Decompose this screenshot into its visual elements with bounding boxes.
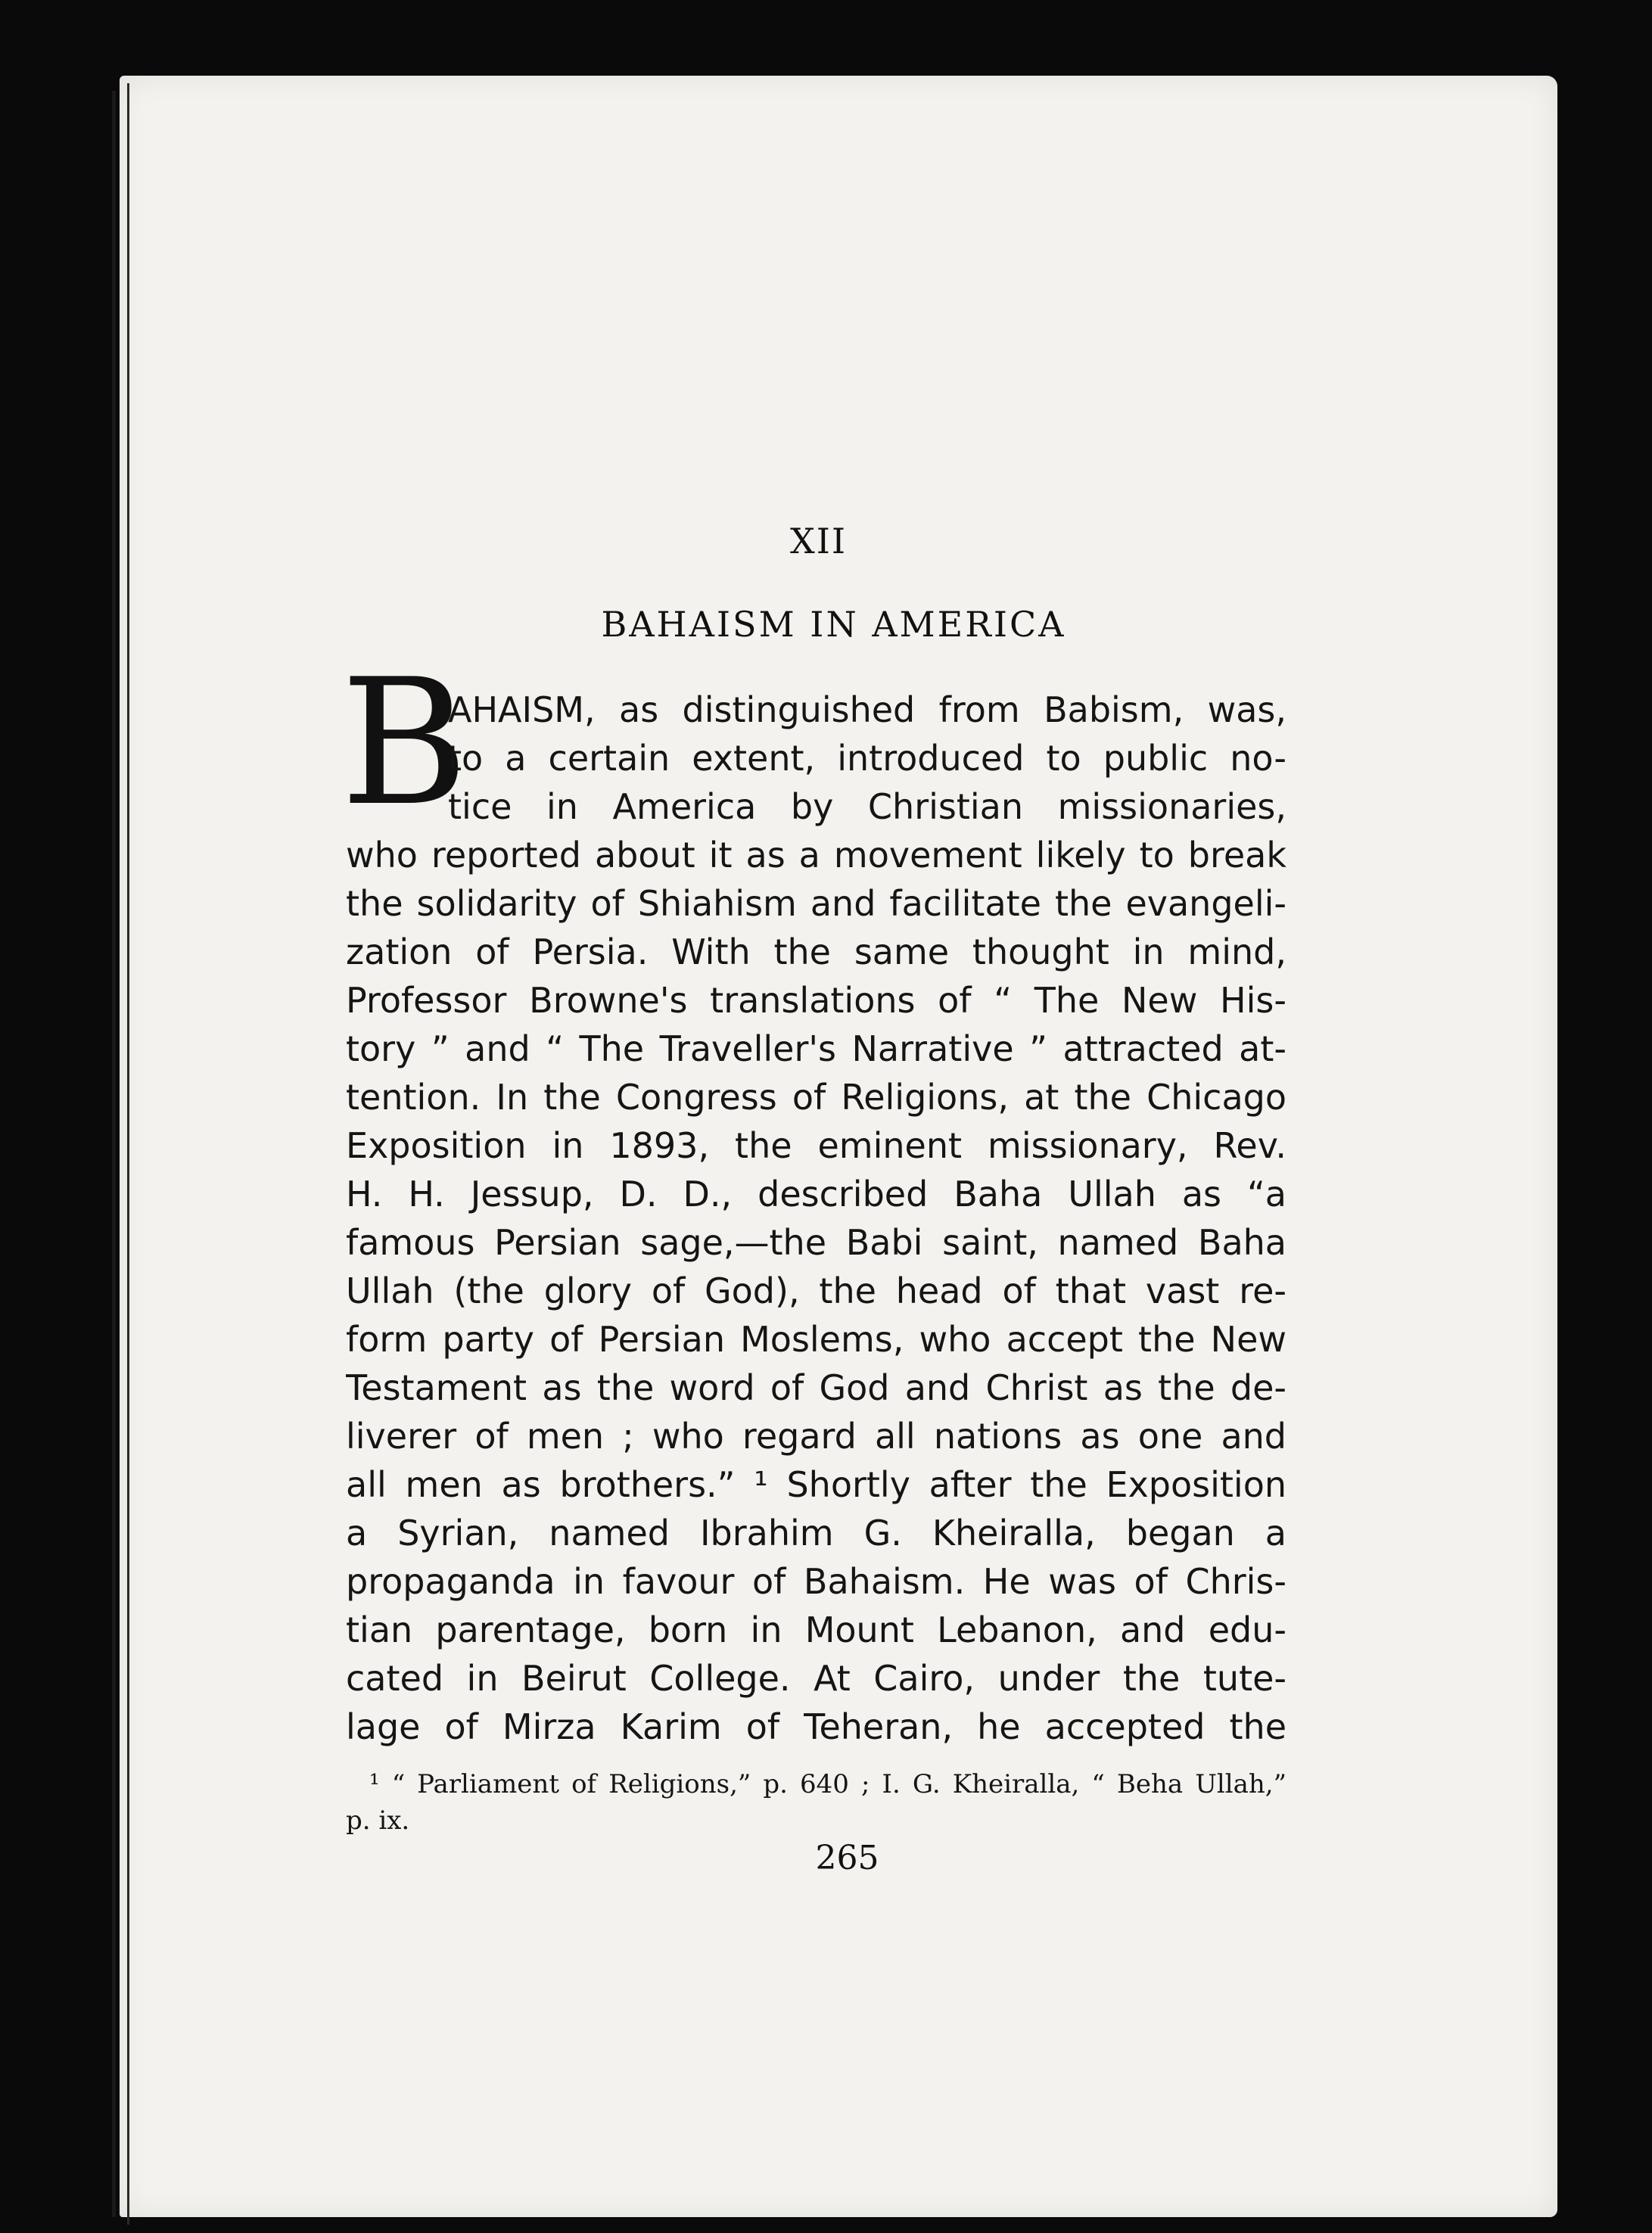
body-line: Exposition in 1893, the eminent missionary, Rev. [346,1125,1286,1166]
body-line: to a certain extent, introduced to public no- [448,738,1286,779]
footnote-line: p. ix. [346,1805,410,1836]
body-line: H. H. Jessup, D. D., described Baha Ullah as “a [346,1174,1286,1214]
body-line: form party of Persian Moslems, who accept the New [346,1319,1286,1360]
body-line: propaganda in favour of Bahaism. He was of Chris- [346,1561,1286,1602]
body-line: famous Persian sage,—the Babi saint, named Baha [346,1222,1286,1263]
drop-cap: B [341,642,469,844]
body-line: a Syrian, named Ibrahim G. Kheiralla, began a [346,1513,1286,1553]
body-line: AHAISM, as distinguished from Babism, was, [448,689,1286,730]
body-line: tory ” and “ The Traveller's Narrative ” attracted at- [346,1028,1286,1069]
footnote-line: ¹ “ Parliament of Religions,” p. 640 ; I. G. Kheiralla, “ Beha Ullah,” [369,1769,1286,1799]
body-line: Testament as the word of God and Christ as the de- [346,1367,1286,1408]
chapter-title: BAHAISM IN AMERICA [601,604,1066,645]
body-line: tice in America by Christian missionaries, [448,786,1286,827]
body-line: liverer of men ; who regard all nations as one and [346,1416,1286,1457]
body-line: lage of Mirza Karim of Teheran, he accepted the [346,1706,1286,1747]
body-line: cated in Beirut College. At Cairo, under the tute- [346,1658,1286,1699]
body-line: who reported about it as a movement likely to break [346,835,1286,875]
body-line: zation of Persia. With the same thought in mind, [346,931,1286,972]
body-line: tention. In the Congress of Religions, at the Chicago [346,1077,1286,1118]
body-line: the solidarity of Shiahism and facilitate the evangeli- [346,883,1286,924]
page-gutter-edge-inner [127,83,129,2225]
body-line: tian parentage, born in Mount Lebanon, and edu- [346,1609,1286,1650]
page-gutter-edge [112,91,116,2217]
body-line: Ullah (the glory of God), the head of that vast re- [346,1270,1286,1311]
body-line: Professor Browne's translations of “ The New His- [346,980,1286,1021]
chapter-number: XII [789,521,848,561]
page-number: 265 [815,1839,879,1877]
body-line: all men as brothers.” ¹ Shortly after the Exposition [346,1464,1286,1505]
